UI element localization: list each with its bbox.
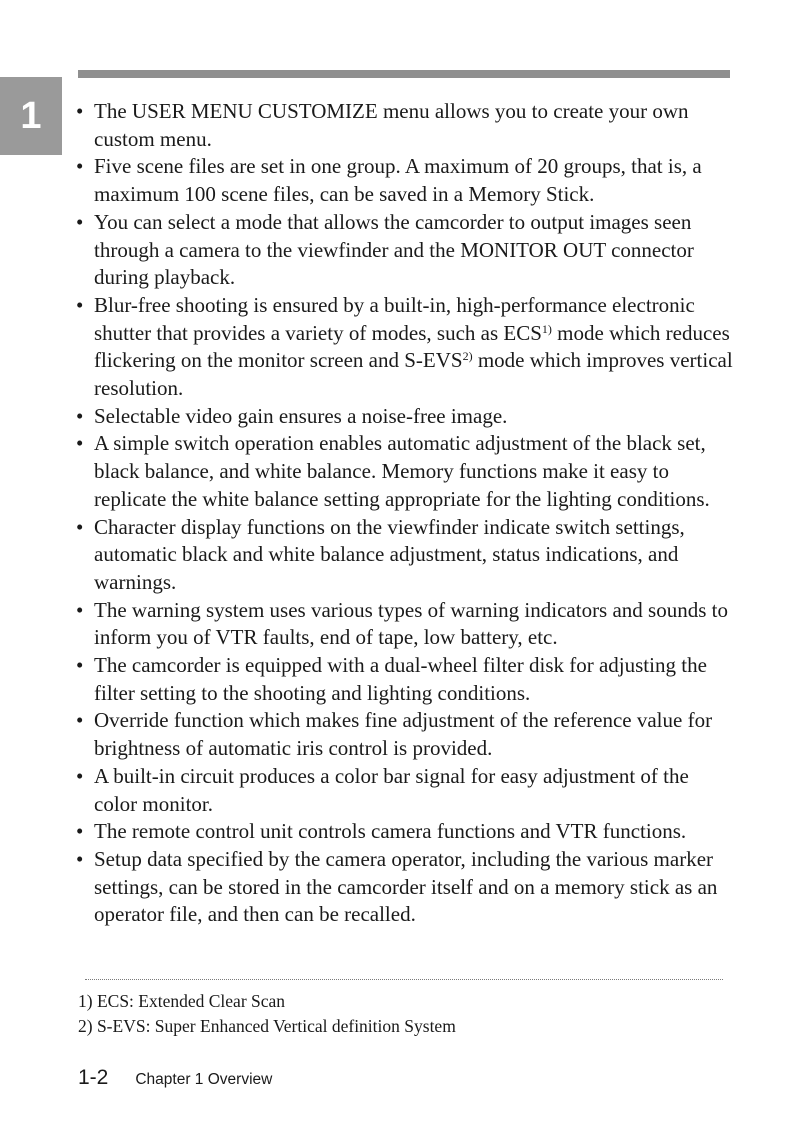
list-item	[76, 430, 736, 513]
list-item-text: The remote control unit controls camera functions and VTR functions.	[94, 819, 687, 844]
bullet-icon: •	[76, 708, 84, 733]
list-item-text: Blur-free shooting is ensured by a built-in, high-performance electronic shutter that provides a variety of modes, such as ECS	[94, 292, 695, 345]
list-item-text: Character display functions on the viewfinder indicate switch settings, automatic black and white balance adjustment, status indications, and warnings.	[94, 514, 685, 594]
list-item-text: You can select a mode that allows the camcorder to output images seen through a camera to the viewfinder and the MONITOR OUT connector during playback.	[94, 209, 694, 290]
bullet-icon: •	[76, 154, 84, 179]
footnote-ref-2: 2)	[462, 349, 473, 364]
list-item-text: mode which reduces flickering on the monitor screen and S-EVS	[94, 320, 730, 373]
footnote-divider	[85, 979, 723, 980]
list-item	[76, 153, 736, 208]
bullet-icon: •	[76, 292, 84, 317]
footnote-ref-1: 1)	[541, 321, 552, 336]
list-item-text: A simple switch operation enables automatic adjustment of the black set, black balance, and white balance. Memory functions make it easy to replicate the white balance setting appropriate for the lighting conditions.	[94, 431, 710, 511]
page-footer	[78, 1066, 272, 1090]
list-item	[76, 292, 736, 403]
bullet-icon: •	[76, 99, 84, 123]
header-rule	[78, 70, 730, 78]
chapter-label: Chapter 1 Overview	[135, 1071, 273, 1088]
list-item-text: A built-in circuit produces a color bar signal for easy adjustment of the color monitor.	[94, 763, 689, 816]
footnote-1: 1) ECS: Extended Clear Scan	[78, 991, 286, 1011]
page-number: 1-2	[78, 1066, 109, 1089]
chapter-tab: 1	[0, 77, 62, 155]
bullet-icon: •	[76, 819, 84, 844]
list-item	[76, 707, 736, 762]
bullet-icon: •	[76, 431, 84, 456]
list-item	[76, 403, 736, 431]
footnotes	[78, 989, 728, 1039]
list-item	[76, 514, 736, 597]
list-item	[76, 597, 736, 652]
bullet-icon: •	[76, 846, 84, 871]
list-item	[76, 846, 736, 929]
list-item-text: Five scene files are set in one group. A maximum of 20 groups, that is, a maximum 100 scene files, can be saved in a Memory Stick.	[94, 154, 702, 207]
list-item	[76, 209, 736, 292]
bullet-icon: •	[76, 763, 84, 788]
list-item-text: The USER MENU CUSTOMIZE menu allows you to create your own custom menu.	[94, 99, 689, 151]
list-item-text: Setup data specified by the camera operator, including the various marker settings, can be stored in the camcorder itself and on a memory stick as an operator file, and then can be recalled.	[94, 846, 718, 927]
bullet-icon: •	[76, 653, 84, 678]
bullet-icon: •	[76, 403, 84, 428]
list-item-text: Selectable video gain ensures a noise-free image.	[94, 403, 508, 428]
feature-list	[76, 98, 736, 929]
list-item-text: The warning system uses various types of warning indicators and sounds to inform you of VTR faults, end of tape, low battery, etc.	[94, 597, 728, 650]
list-item	[76, 763, 736, 818]
list-item	[76, 818, 736, 846]
list-item-text: mode which improves vertical resolution.	[94, 348, 733, 401]
list-item-text: Override function which makes fine adjustment of the reference value for brightness of automatic iris control is provided.	[94, 708, 713, 761]
footnote-2: 2) S-EVS: Super Enhanced Vertical definition System	[78, 1016, 456, 1036]
bullet-icon: •	[76, 597, 84, 622]
bullet-icon: •	[76, 514, 84, 539]
list-item-text: The camcorder is equipped with a dual-wheel filter disk for adjusting the filter setting to the shooting and lighting conditions.	[94, 653, 707, 705]
list-item	[76, 652, 736, 707]
list-item	[76, 98, 736, 153]
bullet-icon: •	[76, 209, 84, 234]
